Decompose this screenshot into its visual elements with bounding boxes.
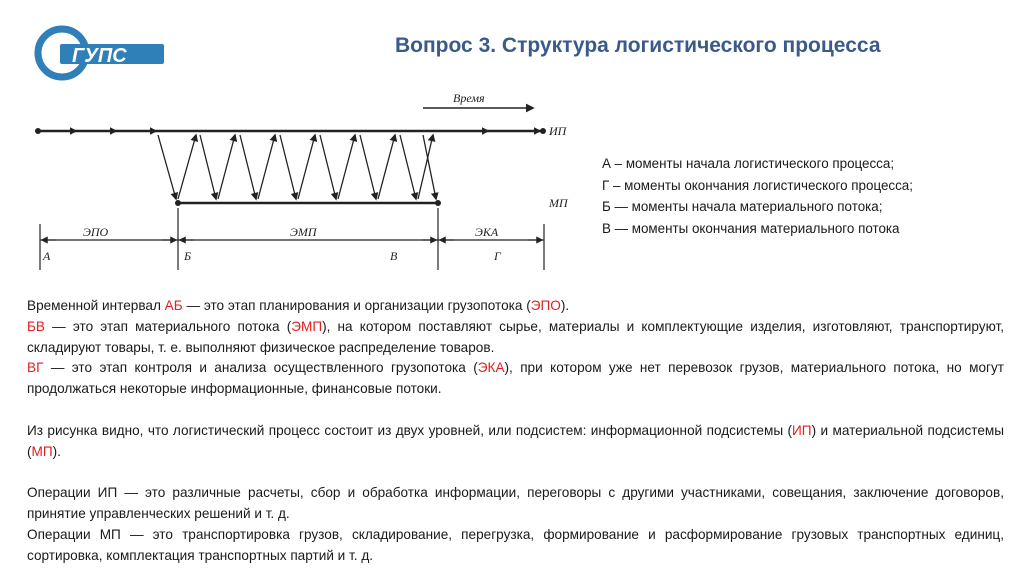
- legend-item-b: Б — моменты начала материального потока;: [602, 199, 883, 214]
- paragraph-bv: БВ — это этап материального потока (ЭМП), на котором поставляют сырье, материалы и комплектующие изделия, изготовляют, транспортируют, складируют товары, т. е. выполняют физическое распределение товаров.: [27, 318, 1004, 355]
- point-label-g: Г: [494, 249, 501, 263]
- level-label-mp: МП: [549, 196, 568, 210]
- legend-item-g: Г – моменты окончания логистического процесса;: [602, 177, 913, 193]
- phase-label-eka: ЭКА: [475, 225, 499, 239]
- paragraph-ab: Временной интервал АБ — это этап планирования и организации грузопотока (ЭПО).: [27, 298, 570, 313]
- stage-markers: [40, 208, 544, 270]
- point-label-a: А: [43, 249, 51, 263]
- paragraph-mp-operations: Операции МП — это транспортировка грузов, складирование, перегрузка, формирование и расформирование грузовых транспортных единиц, сортировка, комплектация транспортных партий и т. д.: [27, 526, 1004, 563]
- logistics-process-diagram: [28, 88, 568, 270]
- paragraph-ip-operations: Операции ИП — это различные расчеты, сбор и обработка информации, переговоры с другими участниками, совещания, заключение договоров, принятие управленческих решений и т. д.: [27, 485, 1004, 521]
- logo: [30, 20, 165, 85]
- legend-item-a: А – моменты начала логистического процесса;: [602, 156, 895, 171]
- paragraph-vg: ВГ — это этап контроля и анализа осуществленного грузопотока (ЭКА), при котором уже нет перевозок грузов, материального потока, но могут продолжаться некоторые информационные, финансовые потоки.: [27, 360, 1004, 397]
- time-label: Время: [453, 91, 485, 105]
- logo-text: ГУПС: [72, 45, 127, 67]
- phase-label-epo: ЭПО: [83, 225, 109, 239]
- legend-item-v: В — моменты окончания материального потока: [602, 220, 900, 236]
- point-label-b: Б: [184, 249, 192, 263]
- zigzag-arrows: [158, 135, 436, 199]
- level-label-ip: ИП: [549, 124, 567, 138]
- body-text: [27, 296, 1004, 566]
- paragraph-levels: Из рисунка видно, что логистический процесс состоит из двух уровней, или подсистем: информационной подсистемы (ИП) и материальной подсистемы (МП).: [27, 422, 1004, 459]
- phase-label-emp: ЭМП: [290, 225, 317, 239]
- point-label-v: В: [390, 249, 398, 263]
- page-title: Вопрос 3. Структура логистического процесса: [395, 34, 881, 57]
- legend: [602, 153, 1017, 239]
